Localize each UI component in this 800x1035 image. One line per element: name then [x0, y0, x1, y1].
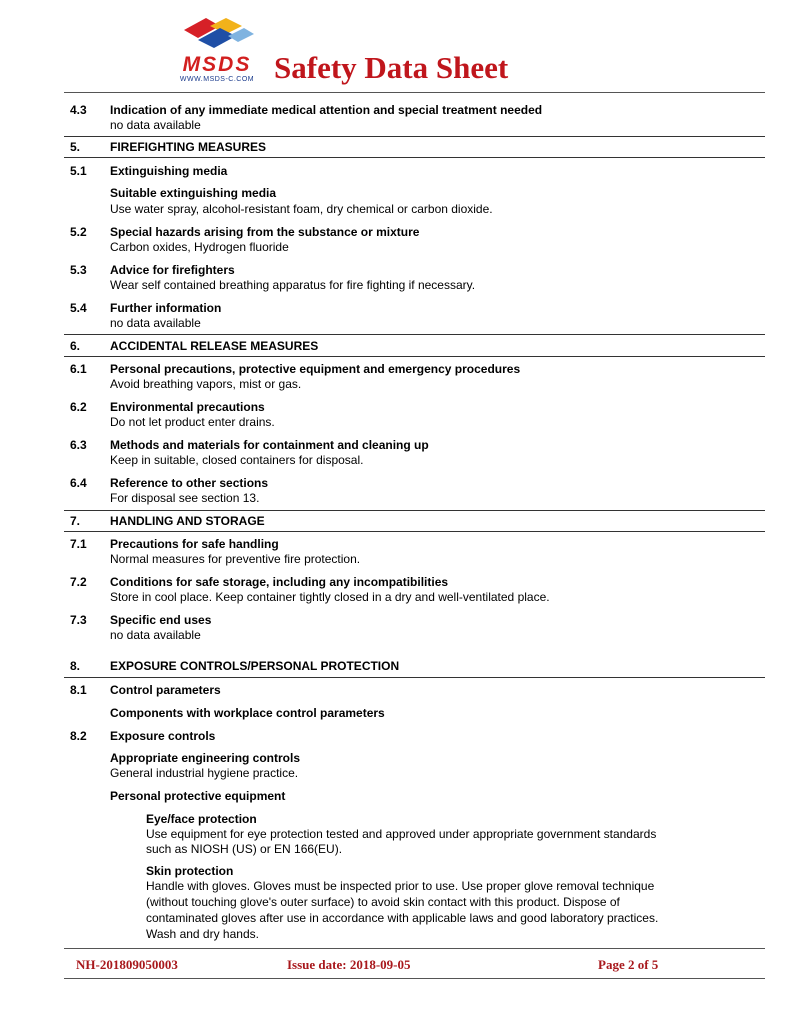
section-text: Wash and dry hands. [146, 927, 259, 941]
section-number: 7.2 [70, 575, 87, 589]
section-heading: Methods and materials for containment and cleaning up [110, 438, 429, 452]
section-number: 5.4 [70, 301, 87, 315]
section-number: 5.1 [70, 164, 87, 178]
section-text: Keep in suitable, closed containers for disposal. [110, 453, 364, 467]
section-text: Normal measures for preventive fire protection. [110, 552, 361, 566]
section-number: 6.4 [70, 476, 87, 490]
section-text: Use equipment for eye protection tested and approved under appropriate government standards [146, 827, 657, 841]
section-text: such as NIOSH (US) or EN 166(EU). [146, 842, 343, 856]
section-heading: Specific end uses [110, 613, 212, 627]
section-number: 5.3 [70, 263, 87, 277]
section-title: ACCIDENTAL RELEASE MEASURES [110, 339, 319, 353]
document-id: NH-201809050003 [76, 957, 178, 972]
section-title: FIREFIGHTING MEASURES [110, 140, 267, 154]
section-number: 7.1 [70, 537, 87, 551]
section-number: 6.1 [70, 362, 87, 376]
subsection-heading: Skin protection [146, 864, 234, 878]
section-text: Avoid breathing vapors, mist or gas. [110, 377, 302, 391]
section-title: HANDLING AND STORAGE [110, 514, 265, 528]
section-text: Store in cool place. Keep container tightly closed in a dry and well-ventilated place. [110, 590, 550, 604]
page-number: Page 2 of 5 [598, 957, 659, 972]
logo-text: MSDS [182, 53, 252, 76]
section-heading: Reference to other sections [110, 476, 269, 490]
subsection-heading: Appropriate engineering controls [110, 751, 301, 765]
section-heading: Environmental precautions [110, 400, 265, 414]
section-divider [64, 136, 765, 137]
section-divider [64, 510, 765, 511]
section-text: Do not let product enter drains. [110, 415, 275, 429]
section-number: 7. [70, 514, 81, 528]
section-heading: Control parameters [110, 683, 221, 697]
section-text: no data available [110, 628, 201, 642]
section-number: 6. [70, 339, 81, 353]
section-text: Wear self contained breathing apparatus for fire fighting if necessary. [110, 278, 476, 292]
section-divider [64, 157, 765, 158]
section-text: contaminated gloves after use in accordance with applicable laws and good laboratory practices. [146, 911, 659, 925]
section-text: no data available [110, 316, 201, 330]
section-text: no data available [110, 118, 201, 132]
section-heading: Personal precautions, protective equipment and emergency procedures [110, 362, 521, 376]
section-heading: Advice for firefighters [110, 263, 235, 277]
subsection-heading: Eye/face protection [146, 812, 257, 826]
section-title: EXPOSURE CONTROLS/PERSONAL PROTECTION [110, 659, 400, 673]
section-number: 8.2 [70, 729, 87, 743]
section-heading: Extinguishing media [110, 164, 228, 178]
section-text: Use water spray, alcohol-resistant foam, dry chemical or carbon dioxide. [110, 202, 493, 216]
section-number: 5. [70, 140, 81, 154]
section-number: 8. [70, 659, 81, 673]
subsection-heading: Components with workplace control parameters [110, 706, 385, 720]
section-divider [64, 334, 765, 335]
section-text: (without touching glove's outer surface) to avoid skin contact with this product. Dispose of [146, 895, 620, 909]
logo-url: WWW.MSDS-C.COM [179, 76, 255, 83]
section-heading: Exposure controls [110, 729, 216, 743]
page-title: Safety Data Sheet [274, 50, 509, 85]
page-header [0, 0, 800, 95]
section-text: General industrial hygiene practice. [110, 766, 299, 780]
logo-mark-icon [176, 14, 258, 52]
section-number: 8.1 [70, 683, 87, 697]
issue-date: Issue date: 2018-09-05 [287, 957, 411, 972]
footer-divider [64, 978, 765, 979]
subsection-heading: Personal protective equipment [110, 789, 286, 803]
section-text: For disposal see section 13. [110, 491, 260, 505]
subsection-heading: Suitable extinguishing media [110, 186, 277, 200]
section-number: 7.3 [70, 613, 87, 627]
section-divider [64, 531, 765, 532]
header-divider [64, 92, 765, 93]
section-divider [64, 677, 765, 678]
footer-divider [64, 948, 765, 949]
section-number: 4.3 [70, 103, 87, 117]
section-number: 6.3 [70, 438, 87, 452]
section-heading: Special hazards arising from the substance or mixture [110, 225, 420, 239]
section-divider [64, 356, 765, 357]
section-heading: Precautions for safe handling [110, 537, 279, 551]
section-number: 6.2 [70, 400, 87, 414]
section-heading: Conditions for safe storage, including any incompatibilities [110, 575, 449, 589]
msds-logo [172, 14, 262, 84]
section-heading: Indication of any immediate medical attention and special treatment needed [110, 103, 543, 117]
section-number: 5.2 [70, 225, 87, 239]
section-text: Carbon oxides, Hydrogen fluoride [110, 240, 289, 254]
section-heading: Further information [110, 301, 222, 315]
section-text: Handle with gloves. Gloves must be inspected prior to use. Use proper glove removal technique [146, 879, 655, 893]
